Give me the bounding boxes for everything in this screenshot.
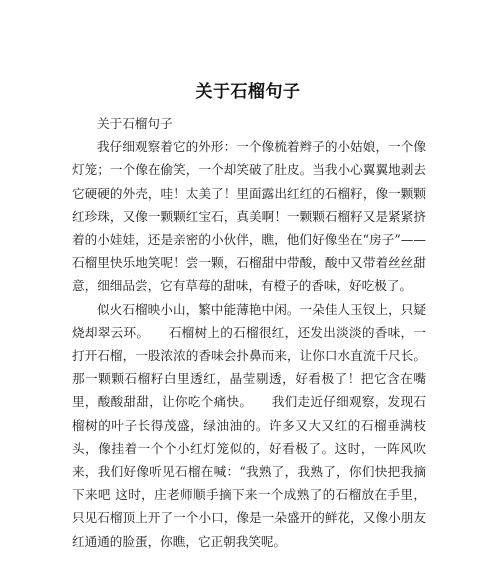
paragraph: 我仔细观察着它的外形：一个像梳着辫子的小姑娘，一个像灯笼；一个像在偷笑，一个却笑破了肚皮。当我小心翼翼地剥去它硬硬的外壳，哇！太美了！里面露出红红的石榴籽，像一颗颗红珍珠，又像一颗颗红宝石，真美啊！一颗颗石榴籽又是紧紧挤着的小娃娃，还是亲密的小伙伴，瞧，他们好像坐在“房子”——石榴里快乐地笑呢！尝一颗，石榴甜中带酸，酸中又带着丝丝甜意，细细品尝，它有草莓的甜味，有橙子的香味，好吃极了。 <box>72 139 426 294</box>
paragraph: 似火石榴映小山，繁中能薄艳中闲。一朵佳人玉钗上，只疑烧却翠云环。 石榴树上的石榴很红，还发出淡淡的香味，一打开石榴，一股浓浓的香味会扑鼻而来，让你口水直流千尺长。那一颗颗石榴籽白里透红，晶莹剔透，好看极了！把它含在嘴里，酸酸甜甜，让你吃个痛快。 我们走近仔细观察，发现石榴树的叶子长得茂盛，绿油油的。许多又大又红的石榴垂满枝头，像挂着一个个小红灯笼似的，好看极了。这时，一阵风吹来，我们好像听见石榴在喊：“我熟了，我熟了，你们快把我摘下来吧 这时，庄老师顺手摘下来一个成熟了的石榴放在手里，只见石榴顶上开了一个小口，像是一朵盛开的鲜花，又像小朋友红通通的脸蛋，你瞧，它正朝我笑呢。 <box>72 301 426 549</box>
document-body <box>72 112 426 553</box>
document-subtitle: 关于石榴句子 <box>97 116 173 131</box>
document-title: 关于石榴句子 <box>195 82 301 102</box>
